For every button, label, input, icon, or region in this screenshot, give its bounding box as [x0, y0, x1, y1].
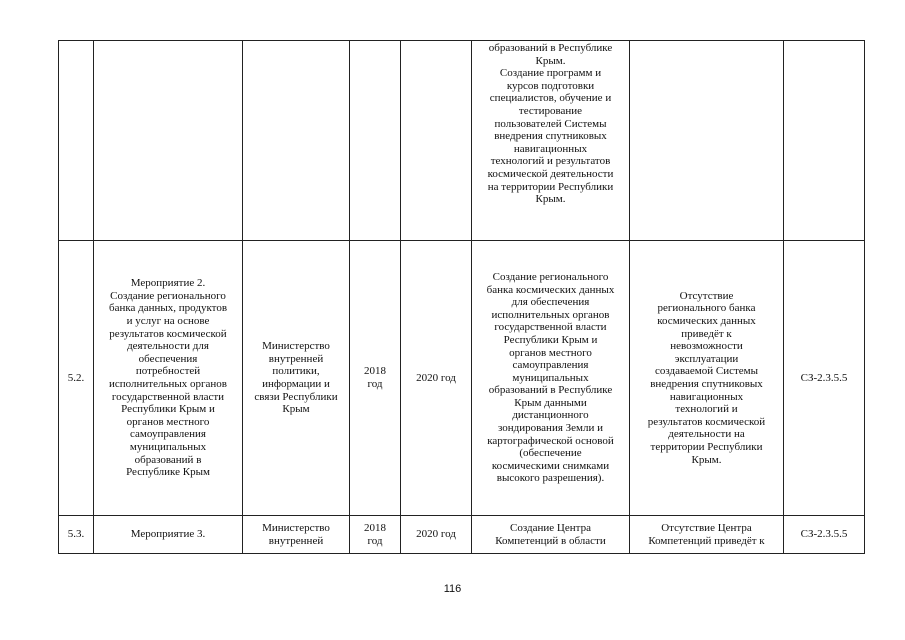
indicator-cell [784, 516, 865, 554]
end-cell [401, 516, 472, 554]
cell-text-line: государственной власти [111, 390, 225, 403]
cell-text-line: Мероприятие 2. [130, 277, 206, 290]
cell-text-line: Создание регионального [492, 270, 609, 283]
cell-text-line: результатов космической [109, 327, 227, 340]
start-cell [350, 41, 401, 241]
cell-text-line: исполнительных органов [491, 308, 610, 321]
cell-text-line: Крым. [535, 193, 566, 206]
cell-text-line: Крым [282, 403, 310, 416]
cell-text-line: Компетенций в области [495, 534, 606, 547]
cell-text-line: связи Республики [254, 390, 338, 403]
cell-text-line: деятельности для [127, 340, 209, 353]
cell-text-line: СЗ-2.3.5.5 [800, 371, 848, 384]
cell-text-line: картографической основой [487, 434, 614, 447]
cell-text-line: космической деятельности [487, 167, 614, 180]
executor-cell [243, 241, 350, 516]
cell-text-line: Министерство [262, 340, 330, 353]
cell-text-line: курсов подготовки [506, 79, 595, 92]
cell-text-line: Министерство [262, 521, 330, 534]
table-row [59, 241, 865, 516]
number-cell [59, 241, 94, 516]
cell-text-line: информации и [262, 378, 330, 390]
cell-text-line: космических данных [657, 315, 756, 328]
cell-text-line: образований в Республике [488, 42, 613, 54]
cell-text-line: 2020 год [416, 528, 456, 541]
plan-table [58, 40, 865, 554]
cell-text-line: 2020 год [416, 371, 456, 384]
cell-text-line: Отсутствие [679, 289, 734, 302]
cell-text-line: политики, [272, 365, 320, 378]
cell-text-line: Создание регионального [110, 289, 226, 302]
expected-result-cell [472, 241, 630, 516]
number-cell [59, 516, 94, 554]
end-cell [401, 241, 472, 516]
cell-text-line: внутренней [268, 352, 324, 365]
cell-text-line: деятельности на [668, 428, 745, 441]
cell-text-line: на территории Республики [487, 180, 614, 193]
cell-text-line: внедрения спутниковых [650, 378, 763, 390]
cell-text-line: внедрения спутниковых [494, 130, 607, 143]
cell-text-line: результатов космической [647, 415, 766, 428]
cell-text-line: 2018 [364, 521, 386, 534]
cell-text-line: 5.2. [67, 371, 85, 384]
table-row [59, 516, 865, 554]
cell-text-line: зондирования Земли и [497, 422, 604, 435]
page-number: 116 [443, 583, 462, 595]
cell-text-line: потребностей [135, 365, 201, 378]
cell-text-line: невозможности [670, 340, 743, 353]
cell-text-line: СЗ-2.3.5.5 [800, 528, 848, 541]
cell-text-line: тестирование [518, 104, 583, 117]
cell-text-line: Крым данными [514, 396, 587, 409]
cell-text-line: Мероприятие 3. [130, 528, 206, 541]
cell-text-line: эксплуатации [674, 352, 739, 365]
cell-text-line: исполнительных органов [109, 378, 227, 390]
cell-text-line: Создание программ и [499, 67, 602, 80]
consequences-cell [630, 516, 784, 554]
cell-text-line: регионального банка [657, 302, 756, 315]
event-cell [94, 241, 243, 516]
cell-text-line: год [367, 378, 383, 390]
cell-text-line: Крым. [535, 54, 566, 67]
expected-result-cell [472, 41, 630, 241]
cell-text-line: пользователей Системы [494, 117, 607, 130]
executor-cell [243, 41, 350, 241]
start-cell [350, 241, 401, 516]
cell-text-line: навигационных [669, 390, 744, 403]
cell-text-line: органов местного [509, 346, 592, 359]
cell-text-line: банка данных, продуктов [108, 302, 228, 315]
cell-text-line: органов местного [126, 415, 210, 428]
executor-cell [243, 516, 350, 554]
cell-text-line: обеспечения [138, 352, 198, 365]
cell-text-line: 5.3. [67, 528, 85, 541]
cell-text-line: для обеспечения [511, 296, 590, 309]
cell-text-line: год [367, 534, 383, 547]
indicator-cell [784, 241, 865, 516]
event-cell [94, 41, 243, 241]
cell-text-line: Создание Центра [510, 521, 591, 534]
expected-result-cell [472, 516, 630, 554]
cell-text-line: 2018 [364, 365, 386, 378]
cell-text-line: Крым. [691, 453, 722, 466]
number-cell [59, 41, 94, 241]
start-cell [350, 516, 401, 554]
cell-text-line: образований в Республике [488, 384, 613, 397]
cell-text-line: (обеспечение [519, 447, 582, 460]
cell-text-line: создаваемой Системы [654, 365, 759, 378]
cell-text-line: Отсутствие Центра [661, 521, 752, 534]
cell-text-line: приведёт к [681, 327, 732, 340]
cell-text-line: муниципальных [512, 371, 589, 384]
cell-text-line: Компетенций приведёт к [648, 534, 765, 547]
event-cell [94, 516, 243, 554]
cell-text-line: муниципальных [129, 440, 207, 453]
cell-text-line: образований в [134, 453, 202, 466]
consequences-cell [630, 241, 784, 516]
cell-text-line: Республики Крым и [503, 333, 598, 346]
cell-text-line: высокого разрешения). [496, 472, 605, 485]
cell-text-line: дистанционного [512, 409, 589, 422]
indicator-cell [784, 41, 865, 241]
cell-text-line: территории Республики [650, 440, 763, 453]
cell-text-line: Республики Крым и [121, 403, 215, 416]
cell-text-line: технологий и [675, 403, 738, 416]
cell-text-line: внутренней [268, 534, 324, 547]
cell-text-line: и услуг на основе [126, 315, 210, 328]
cell-text-line: навигационных [513, 142, 588, 155]
cell-text-line: государственной власти [494, 321, 607, 334]
cell-text-line: Республике Крым [126, 466, 210, 479]
cell-text-line: технологий и результатов [490, 155, 611, 168]
cell-text-line: банка космических данных [486, 283, 615, 296]
cell-text-line: самоуправления [130, 428, 206, 441]
cell-text-line: космическими снимками [491, 459, 610, 472]
cell-text-line: самоуправления [512, 359, 589, 372]
table-row [59, 41, 865, 241]
consequences-cell [630, 41, 784, 241]
end-cell [401, 41, 472, 241]
cell-text-line: специалистов, обучение и [489, 92, 612, 105]
